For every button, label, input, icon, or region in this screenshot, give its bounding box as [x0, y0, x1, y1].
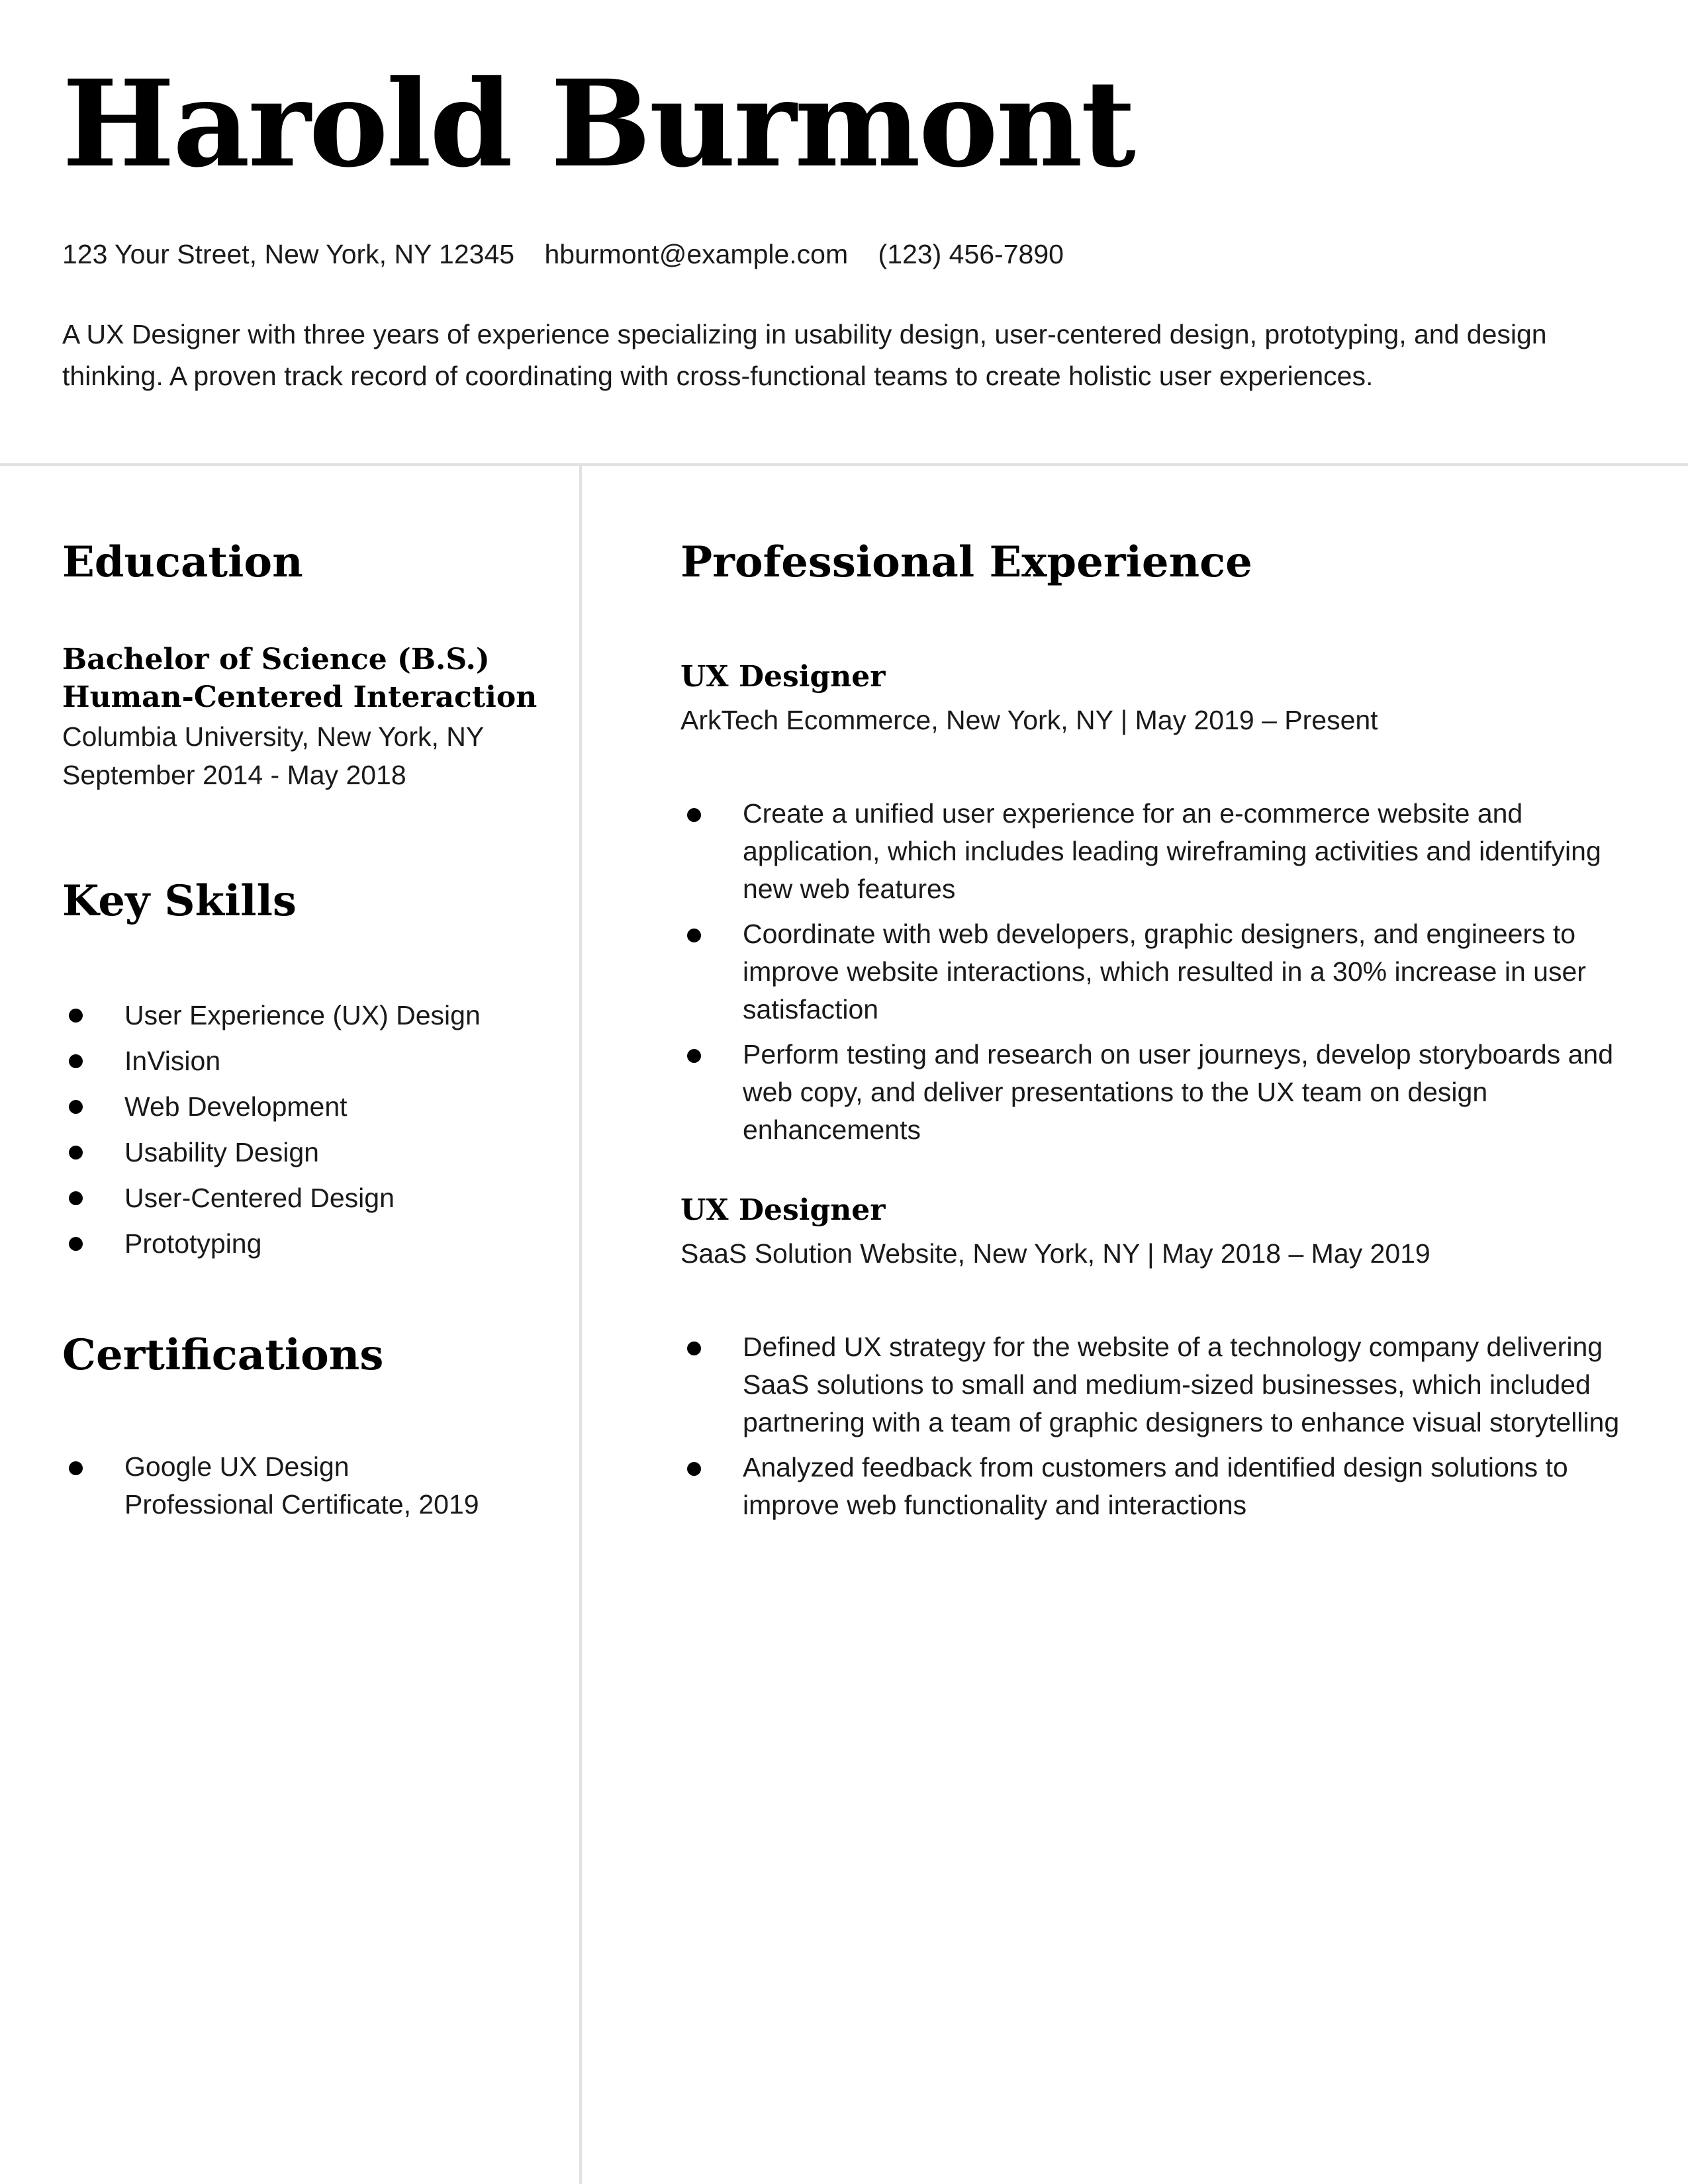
bullet-icon — [69, 1191, 83, 1205]
professional-summary: A UX Designer with three years of experience specializing in usability design, user-centered design, prototyping, and design thinking. A proven track record of coordinating with cross-functional teams to create holistic user experiences. — [62, 319, 1547, 391]
list-item: Coordinate with web developers, graphic designers, and engineers to improve website interactions, which resulted in a 30% increase in user satisfaction — [680, 915, 1627, 1028]
list-item — [62, 1448, 552, 1524]
bullet-icon — [687, 1342, 701, 1355]
left-column — [62, 529, 552, 1524]
column-divider — [579, 466, 582, 2184]
job-meta: ArkTech Ecommerce, New York, NY | May 2019 – Present — [680, 705, 1378, 735]
bullet-icon — [687, 929, 701, 942]
right-column — [680, 529, 1627, 1531]
bullet-icon — [687, 808, 701, 822]
contact-address: 123 Your Street, New York, NY 12345 — [62, 239, 515, 269]
job-title: UX Designer — [680, 1193, 886, 1227]
header-divider — [0, 463, 1688, 466]
list-item: Prototyping — [62, 1221, 552, 1267]
bullet-icon — [69, 1009, 83, 1023]
job-duties — [680, 795, 1627, 1149]
list-item: Usability Design — [62, 1130, 552, 1175]
job-meta: SaaS Solution Website, New York, NY | May 2018 – May 2019 — [680, 1238, 1430, 1269]
education-entry — [62, 641, 552, 794]
contact-phone: (123) 456-7890 — [878, 239, 1064, 269]
key-skills-title: Key Skills — [62, 876, 297, 926]
school-name: Columbia University, New York, NY — [62, 721, 485, 752]
bullet-icon — [69, 1054, 83, 1068]
bullet-icon — [69, 1237, 83, 1251]
list-item: Create a unified user experience for an e-commerce website and application, which includes leading wireframing activities and identifying new web features — [680, 795, 1627, 908]
bullet-icon — [69, 1100, 83, 1114]
education-dates: September 2014 - May 2018 — [62, 760, 406, 790]
degree-major: Human-Centered Interaction — [62, 680, 538, 714]
bullet-icon — [687, 1462, 701, 1476]
degree-name: Bachelor of Science (B.S.) — [62, 643, 490, 676]
list-item: User Experience (UX) Design — [62, 993, 552, 1038]
job-duties — [680, 1328, 1627, 1524]
bullet-icon — [69, 1146, 83, 1160]
list-item: Defined UX strategy for the website of a technology company delivering SaaS solutions to small and medium-sized businesses, which included partnering with a team of graphic designers to enhance visual storytelling — [680, 1328, 1627, 1441]
skills-list — [62, 993, 552, 1267]
certification-line1: Google UX Design — [124, 1451, 350, 1482]
certification-line2: Professional Certificate, 2019 — [124, 1489, 479, 1520]
certifications-title: Certifications — [62, 1330, 384, 1380]
list-item: Analyzed feedback from customers and identified design solutions to improve web functionality and interactions — [680, 1449, 1627, 1524]
experience-title: Professional Experience — [680, 537, 1252, 587]
resume-name: Harold Burmont — [62, 54, 1134, 194]
education-title: Education — [62, 537, 303, 587]
certifications-list — [62, 1448, 552, 1524]
contact-email: hburmont@example.com — [544, 239, 849, 269]
list-item: Perform testing and research on user journeys, develop storyboards and web copy, and deliver presentations to the UX team on design enhancements — [680, 1036, 1627, 1149]
list-item: InVision — [62, 1038, 552, 1084]
bullet-icon — [687, 1049, 701, 1063]
contact-line — [62, 237, 1086, 271]
list-item: Web Development — [62, 1084, 552, 1130]
bullet-icon — [69, 1461, 83, 1475]
list-item: User-Centered Design — [62, 1175, 552, 1221]
job-title: UX Designer — [680, 660, 886, 694]
